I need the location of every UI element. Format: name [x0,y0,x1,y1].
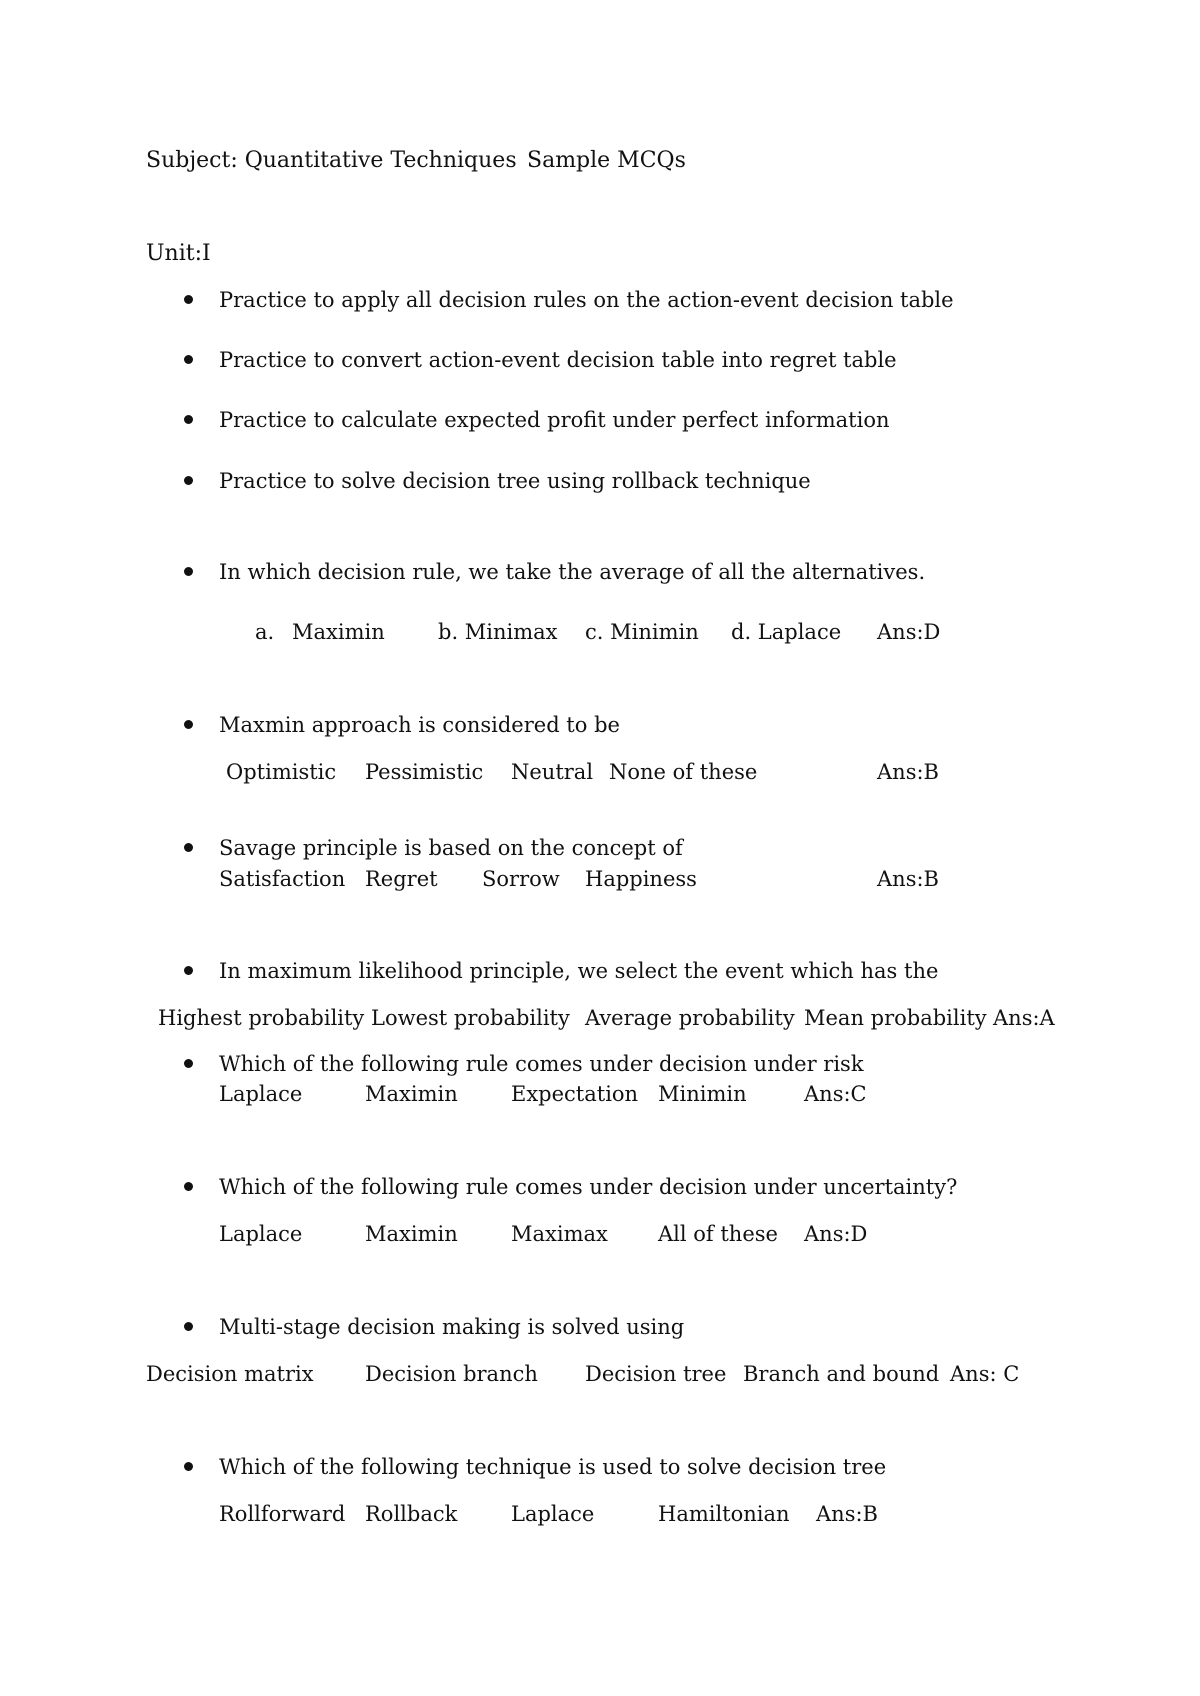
option: Optimistic [226,760,337,784]
option: Maximax [511,1222,608,1246]
answer: Ans:C [804,1082,867,1106]
practice-item: Practice to calculate expected profit under perfect information [219,408,890,432]
answer: Ans:D [877,620,941,644]
question-text: Which of the following rule comes under decision under risk [219,1052,864,1076]
option: Regret [365,867,438,891]
option: Rollforward [219,1502,346,1526]
option: All of these [658,1222,778,1246]
bullet [184,843,193,852]
bullet [184,415,193,424]
option: Minimin [658,1082,747,1106]
question-text: Maxmin approach is considered to be [219,713,620,737]
option: Laplace [219,1222,303,1246]
option: Satisfaction [219,867,346,891]
bullet [184,1322,193,1331]
option: Pessimistic [365,760,484,784]
practice-item: Practice to apply all decision rules on the action-event decision table [219,288,954,312]
option: Sorrow [482,867,560,891]
subject-title: Subject: Quantitative Techniques [146,148,517,173]
option: None of these [609,760,758,784]
answer: Ans:B [877,867,939,891]
option: Highest probability [158,1006,365,1030]
option: Average probability [585,1006,795,1030]
bullet [184,1462,193,1471]
option: Laplace [511,1502,595,1526]
option: Branch and bound [743,1362,940,1386]
option: d. Laplace [731,620,842,644]
question-text: Which of the following technique is used to solve decision tree [219,1455,887,1479]
answer: Ans: C [950,1362,1020,1386]
option: b. Minimax [438,620,558,644]
practice-item: Practice to convert action-event decision table into regret table [219,348,897,372]
option: Happiness [585,867,697,891]
practice-item: Practice to solve decision tree using rollback technique [219,469,811,493]
option: Mean probability [804,1006,987,1030]
option: Decision tree [585,1362,727,1386]
bullet [184,720,193,729]
option: Maximin [365,1222,458,1246]
option: Decision matrix [146,1362,314,1386]
option: Neutral [511,760,594,784]
option: Maximin [292,620,385,644]
unit-label: Unit:I [146,241,211,266]
option: Rollback [365,1502,458,1526]
bullet [184,476,193,485]
bullet [184,567,193,576]
question-text: In which decision rule, we take the average of all the alternatives. [219,560,926,584]
bullet [184,1182,193,1191]
option: Lowest probability [371,1006,570,1030]
bullet [184,966,193,975]
question-text: In maximum likelihood principle, we select the event which has the [219,959,939,983]
answer: Ans:B [877,760,939,784]
question-text: Savage principle is based on the concept of [219,836,683,860]
sample-mcqs-label: Sample MCQs [527,148,686,173]
bullet [184,1059,193,1068]
option: a. [255,620,275,644]
option: Laplace [219,1082,303,1106]
answer: Ans:B [816,1502,878,1526]
option: c. Minimin [585,620,699,644]
question-text: Multi-stage decision making is solved using [219,1315,685,1339]
option: Expectation [511,1082,639,1106]
answer: Ans:A [993,1006,1055,1030]
bullet [184,355,193,364]
answer: Ans:D [804,1222,868,1246]
option: Maximin [365,1082,458,1106]
question-text: Which of the following rule comes under decision under uncertainty? [219,1175,958,1199]
option: Decision branch [365,1362,538,1386]
bullet [184,295,193,304]
option: Hamiltonian [658,1502,790,1526]
